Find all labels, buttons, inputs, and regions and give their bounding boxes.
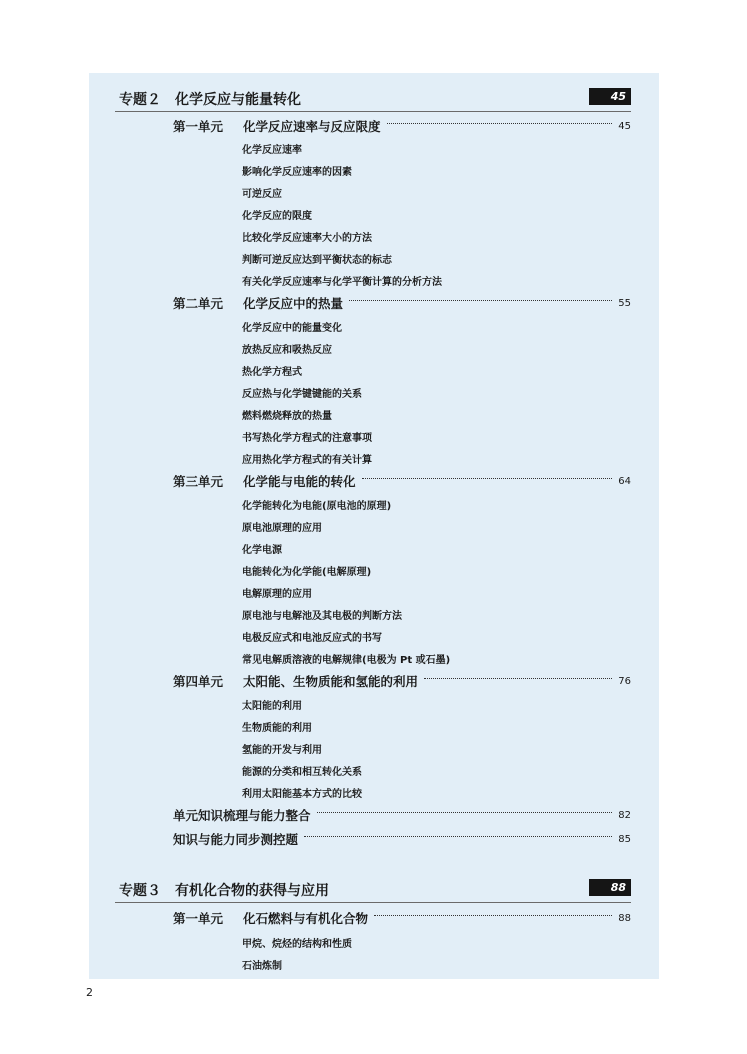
topic-title: 专题３ 有机化合物的获得与应用: [119, 883, 329, 899]
toc-subitem: 电极反应式和电池反应式的书写: [242, 633, 382, 644]
toc-subitem: 常见电解质溶液的电解规律(电极为 Pt 或石墨): [242, 655, 451, 666]
toc-subitem: 原电池原理的应用: [242, 523, 322, 534]
unit-page-number: 76: [618, 675, 631, 687]
dot-leader: [362, 478, 613, 479]
toc-subitem: 有关化学反应速率与化学平衡计算的分析方法: [242, 277, 442, 288]
page-number: 2: [86, 986, 93, 999]
toc-test-entry[interactable]: [173, 831, 631, 847]
toc-subitem: 石油炼制: [242, 961, 282, 972]
dot-leader: [424, 678, 612, 679]
toc-subitem: 可逆反应: [242, 189, 282, 200]
unit-title: 太阳能、生物质能和氢能的利用: [243, 674, 419, 689]
toc-subitem: 热化学方程式: [242, 367, 302, 378]
toc-subitem: 化学反应速率: [242, 145, 302, 156]
toc-subitem: 应用热化学方程式的有关计算: [242, 455, 372, 466]
toc-subitem: 能源的分类和相互转化关系: [242, 767, 362, 778]
entry-page-number: 85: [618, 833, 631, 845]
topic-heading: [115, 87, 631, 109]
unit-title: 化学反应中的热量: [243, 296, 344, 311]
toc-subitem: 电解原理的应用: [242, 589, 312, 600]
topic-page-badge: 88: [589, 879, 631, 896]
unit-title: 化石燃料与有机化合物: [243, 911, 369, 926]
unit-number: 第四单元: [173, 674, 224, 689]
entry-page-number: 82: [618, 809, 631, 821]
topic-underline: [115, 111, 631, 112]
toc-subitem: 书写热化学方程式的注意事项: [242, 433, 372, 444]
dot-leader: [304, 836, 612, 837]
unit-number: 第一单元: [173, 911, 224, 926]
dot-leader: [349, 300, 612, 301]
topic-heading: [115, 878, 631, 900]
unit-number: 第二单元: [173, 296, 224, 311]
toc-subitem: 判断可逆反应达到平衡状态的标志: [242, 255, 392, 266]
topic-title: 专题２ 化学反应与能量转化: [119, 92, 301, 108]
unit-page-number: 88: [618, 912, 631, 924]
dot-leader: [387, 123, 613, 124]
toc-unit-entry[interactable]: [173, 673, 631, 689]
dot-leader: [317, 812, 613, 813]
toc-subitem: 原电池与电解池及其电极的判断方法: [242, 611, 402, 622]
toc-subitem: 反应热与化学键键能的关系: [242, 389, 362, 400]
toc-subitem: 氢能的开发与利用: [242, 745, 322, 756]
toc-summary-entry[interactable]: [173, 807, 631, 823]
toc-subitem: 太阳能的利用: [242, 701, 302, 712]
dot-leader: [374, 915, 612, 916]
toc-subitem: 甲烷、烷烃的结构和性质: [242, 939, 352, 950]
toc-subitem: 放热反应和吸热反应: [242, 345, 332, 356]
toc-subitem: 影响化学反应速率的因素: [242, 167, 352, 178]
unit-title: 化学反应速率与反应限度: [243, 119, 381, 134]
unit-page-number: 55: [618, 297, 631, 309]
toc-subitem: 化学电源: [242, 545, 282, 556]
unit-page-number: 45: [618, 120, 631, 132]
toc-subitem: 比较化学反应速率大小的方法: [242, 233, 372, 244]
entry-title: 知识与能力同步测控题: [173, 832, 299, 847]
toc-subitem: 化学反应的限度: [242, 211, 312, 222]
unit-page-number: 64: [618, 475, 631, 487]
toc-subitem: 利用太阳能基本方式的比较: [242, 789, 362, 800]
unit-number: 第一单元: [173, 119, 224, 134]
unit-title: 化学能与电能的转化: [243, 474, 356, 489]
toc-subitem: 化学反应中的能量变化: [242, 323, 342, 334]
toc-unit-entry[interactable]: [173, 295, 631, 311]
unit-number: 第三单元: [173, 474, 224, 489]
toc-unit-entry[interactable]: [173, 910, 631, 926]
toc-subitem: 电能转化为化学能(电解原理): [242, 567, 372, 578]
toc-subitem: 化学能转化为电能(原电池的原理): [242, 501, 392, 512]
toc-unit-entry[interactable]: [173, 473, 631, 489]
topic-underline: [115, 902, 631, 903]
entry-title: 单元知识梳理与能力整合: [173, 808, 311, 823]
topic-page-badge: 45: [589, 88, 631, 105]
toc-subitem: 生物质能的利用: [242, 723, 312, 734]
toc-unit-entry[interactable]: [173, 118, 631, 134]
toc-subitem: 燃料燃烧释放的热量: [242, 411, 332, 422]
